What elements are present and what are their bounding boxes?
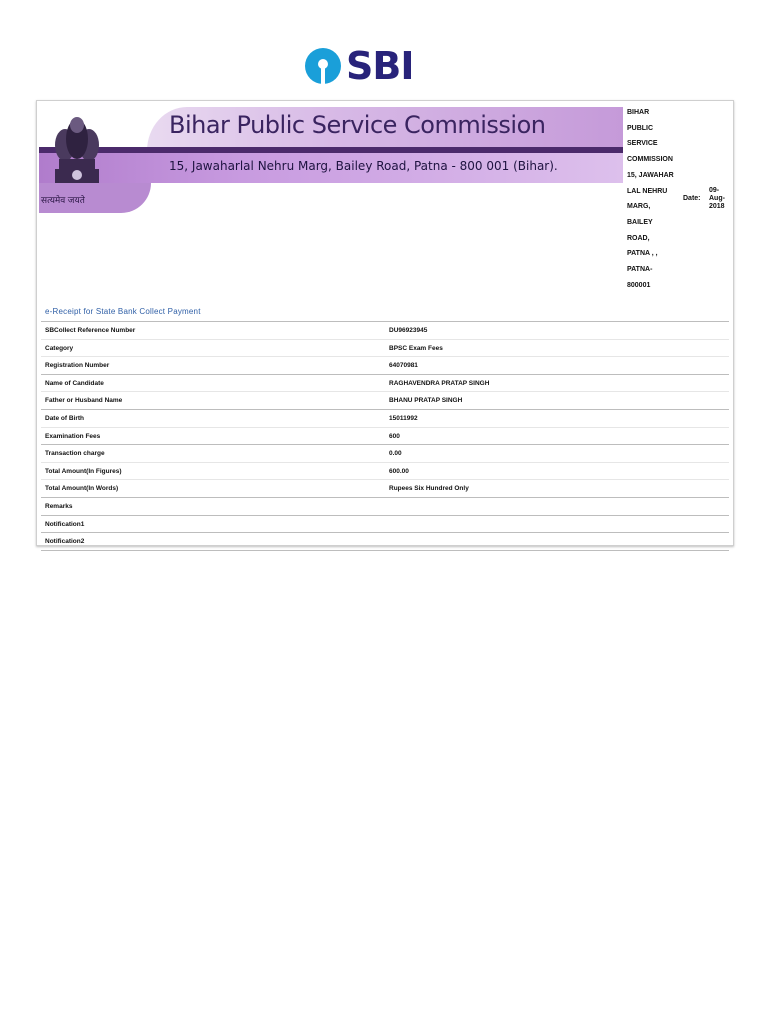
table-row	[41, 357, 729, 375]
receipt-card	[36, 100, 734, 546]
table-row	[41, 533, 729, 551]
row-value: 15011992	[389, 414, 418, 422]
payee-address-line: PATNA , ,	[627, 250, 658, 258]
row-label: Transaction charge	[45, 450, 105, 458]
payee-address-line: MARG,	[627, 203, 651, 211]
bpsc-banner	[39, 103, 623, 213]
payee-address-line: BAILEY	[627, 218, 653, 226]
table-row	[41, 375, 729, 393]
table-row	[41, 410, 729, 428]
sbi-logo	[304, 46, 413, 86]
payee-address-line: 15, JAWAHAR	[627, 171, 674, 179]
receipt-heading: e-Receipt for State Bank Collect Payment	[45, 307, 201, 316]
row-label: Date of Birth	[45, 414, 84, 422]
payee-address-line: ROAD,	[627, 234, 650, 242]
receipt-table	[41, 321, 729, 551]
row-value: 64070981	[389, 362, 418, 370]
payee-address-line: PUBLIC	[627, 124, 654, 132]
row-label: Total Amount(In Figures)	[45, 467, 122, 475]
row-label: Category	[45, 344, 74, 352]
row-label: Examination Fees	[45, 432, 101, 440]
sbi-keyhole-icon	[304, 47, 342, 85]
table-row	[41, 445, 729, 463]
table-row	[41, 498, 729, 516]
sbi-logo-text: SBI	[346, 44, 414, 88]
row-label: Remarks	[45, 502, 73, 510]
payee-address-line: 800001	[627, 281, 651, 289]
row-label: SBCollect Reference Number	[45, 327, 136, 334]
row-value: BPSC Exam Fees	[389, 344, 443, 352]
table-row	[41, 340, 729, 358]
table-row	[41, 463, 729, 481]
table-row	[41, 480, 729, 498]
row-value: RAGHAVENDRA PRATAP SINGH	[389, 379, 490, 387]
table-row	[41, 516, 729, 534]
row-value: BHANU PRATAP SINGH	[389, 397, 463, 405]
commission-address: 15, Jawaharlal Nehru Marg, Bailey Road, Patna - 800 001 (Bihar).	[169, 159, 558, 173]
row-label: Father or Husband Name	[45, 397, 123, 405]
row-value: Rupees Six Hundred Only	[389, 485, 469, 493]
payee-address-line: PATNA-	[627, 266, 653, 274]
row-value: DU96923945	[389, 327, 428, 334]
row-label: Notification1	[45, 520, 85, 528]
commission-title: Bihar Public Service Commission	[169, 111, 546, 139]
row-label: Registration Number	[45, 362, 110, 370]
row-value: 0.00	[389, 450, 402, 458]
payee-address-line: SERVICE	[627, 140, 658, 148]
table-row	[41, 428, 729, 446]
national-emblem-icon	[51, 111, 103, 187]
row-label: Total Amount(In Words)	[45, 485, 119, 493]
row-label: Notification2	[45, 538, 85, 546]
payee-address-line: COMMISSION	[627, 156, 673, 164]
date-value: 09-Aug-2018	[709, 187, 725, 210]
row-value: 600	[389, 432, 400, 440]
payee-address-line: LAL NEHRU	[627, 187, 668, 195]
table-row	[41, 392, 729, 410]
row-value: 600.00	[389, 467, 409, 475]
payee-address-line: BIHAR	[627, 109, 650, 116]
table-row	[41, 322, 729, 340]
payee-address	[627, 105, 683, 293]
row-label: Name of Candidate	[45, 379, 104, 387]
emblem-motto: सत्यमेव जयते	[41, 195, 85, 205]
date-label: Date:	[683, 195, 701, 202]
